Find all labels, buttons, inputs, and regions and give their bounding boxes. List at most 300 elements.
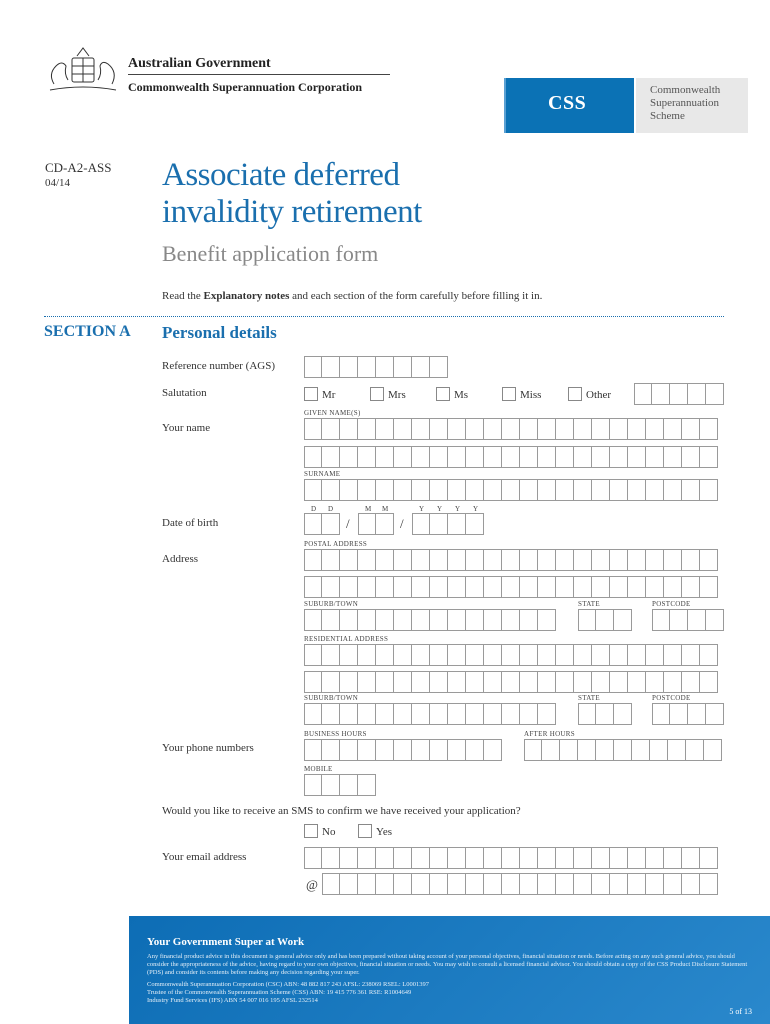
- salutation-other-input[interactable]: [634, 383, 724, 405]
- char-box[interactable]: [358, 479, 376, 501]
- char-box[interactable]: [682, 873, 700, 895]
- business-hours-input[interactable]: [304, 739, 502, 761]
- char-box[interactable]: [574, 549, 592, 571]
- char-box[interactable]: [682, 549, 700, 571]
- char-box[interactable]: [592, 479, 610, 501]
- char-box[interactable]: [646, 418, 664, 440]
- char-box[interactable]: [664, 479, 682, 501]
- char-box[interactable]: [574, 418, 592, 440]
- char-box[interactable]: [448, 703, 466, 725]
- char-box[interactable]: [700, 873, 718, 895]
- char-box[interactable]: [340, 739, 358, 761]
- char-box[interactable]: [502, 549, 520, 571]
- char-box[interactable]: [304, 847, 322, 869]
- char-box[interactable]: [578, 609, 596, 631]
- char-box[interactable]: [502, 671, 520, 693]
- char-box[interactable]: [448, 739, 466, 761]
- after-hours-input[interactable]: [524, 739, 722, 761]
- char-box[interactable]: [502, 609, 520, 631]
- dob-month-input[interactable]: [358, 513, 394, 535]
- char-box[interactable]: [466, 479, 484, 501]
- char-box[interactable]: [358, 774, 376, 796]
- char-box[interactable]: [430, 418, 448, 440]
- char-box[interactable]: [448, 513, 466, 535]
- char-box[interactable]: [322, 513, 340, 535]
- char-box[interactable]: [340, 446, 358, 468]
- char-box[interactable]: [376, 356, 394, 378]
- char-box[interactable]: [340, 479, 358, 501]
- mobile-input[interactable]: [304, 774, 376, 796]
- char-box[interactable]: [502, 576, 520, 598]
- char-box[interactable]: [466, 644, 484, 666]
- char-box[interactable]: [376, 549, 394, 571]
- char-box[interactable]: [394, 446, 412, 468]
- char-box[interactable]: [634, 383, 652, 405]
- char-box[interactable]: [394, 671, 412, 693]
- char-box[interactable]: [556, 847, 574, 869]
- char-box[interactable]: [484, 479, 502, 501]
- char-box[interactable]: [322, 356, 340, 378]
- char-box[interactable]: [556, 873, 574, 895]
- char-box[interactable]: [682, 847, 700, 869]
- char-box[interactable]: [358, 671, 376, 693]
- char-box[interactable]: [466, 549, 484, 571]
- char-box[interactable]: [304, 513, 322, 535]
- char-box[interactable]: [376, 479, 394, 501]
- char-box[interactable]: [502, 446, 520, 468]
- char-box[interactable]: [646, 847, 664, 869]
- char-box[interactable]: [610, 847, 628, 869]
- char-box[interactable]: [412, 576, 430, 598]
- char-box[interactable]: [614, 703, 632, 725]
- char-box[interactable]: [592, 418, 610, 440]
- char-box[interactable]: [448, 576, 466, 598]
- char-box[interactable]: [646, 644, 664, 666]
- surname-input[interactable]: [304, 479, 718, 501]
- char-box[interactable]: [484, 644, 502, 666]
- char-box[interactable]: [664, 847, 682, 869]
- char-box[interactable]: [646, 446, 664, 468]
- postal-address-input-1[interactable]: [304, 549, 718, 571]
- char-box[interactable]: [340, 873, 358, 895]
- char-box[interactable]: [610, 644, 628, 666]
- char-box[interactable]: [430, 549, 448, 571]
- char-box[interactable]: [664, 873, 682, 895]
- char-box[interactable]: [664, 644, 682, 666]
- char-box[interactable]: [466, 739, 484, 761]
- char-box[interactable]: [340, 549, 358, 571]
- char-box[interactable]: [394, 873, 412, 895]
- char-box[interactable]: [394, 549, 412, 571]
- char-box[interactable]: [578, 739, 596, 761]
- char-box[interactable]: [682, 671, 700, 693]
- char-box[interactable]: [614, 609, 632, 631]
- char-box[interactable]: [646, 873, 664, 895]
- char-box[interactable]: [628, 847, 646, 869]
- char-box[interactable]: [322, 703, 340, 725]
- char-box[interactable]: [628, 576, 646, 598]
- char-box[interactable]: [556, 671, 574, 693]
- char-box[interactable]: [646, 479, 664, 501]
- char-box[interactable]: [610, 576, 628, 598]
- char-box[interactable]: [628, 418, 646, 440]
- char-box[interactable]: [394, 609, 412, 631]
- char-box[interactable]: [376, 739, 394, 761]
- char-box[interactable]: [340, 644, 358, 666]
- char-box[interactable]: [430, 479, 448, 501]
- char-box[interactable]: [448, 479, 466, 501]
- salutation-mr-checkbox[interactable]: [304, 387, 318, 401]
- char-box[interactable]: [484, 418, 502, 440]
- char-box[interactable]: [610, 873, 628, 895]
- char-box[interactable]: [412, 479, 430, 501]
- char-box[interactable]: [574, 873, 592, 895]
- char-box[interactable]: [574, 446, 592, 468]
- char-box[interactable]: [682, 479, 700, 501]
- char-box[interactable]: [358, 644, 376, 666]
- residential-address-input-2[interactable]: [304, 671, 718, 693]
- char-box[interactable]: [412, 513, 430, 535]
- char-box[interactable]: [376, 609, 394, 631]
- char-box[interactable]: [700, 549, 718, 571]
- char-box[interactable]: [304, 609, 322, 631]
- char-box[interactable]: [538, 609, 556, 631]
- char-box[interactable]: [682, 576, 700, 598]
- char-box[interactable]: [448, 644, 466, 666]
- char-box[interactable]: [502, 418, 520, 440]
- char-box[interactable]: [520, 671, 538, 693]
- char-box[interactable]: [502, 479, 520, 501]
- char-box[interactable]: [430, 847, 448, 869]
- char-box[interactable]: [520, 549, 538, 571]
- reference-input[interactable]: [304, 356, 448, 378]
- char-box[interactable]: [448, 609, 466, 631]
- char-box[interactable]: [610, 671, 628, 693]
- char-box[interactable]: [652, 383, 670, 405]
- char-box[interactable]: [412, 446, 430, 468]
- char-box[interactable]: [556, 576, 574, 598]
- char-box[interactable]: [574, 644, 592, 666]
- char-box[interactable]: [652, 703, 670, 725]
- char-box[interactable]: [688, 703, 706, 725]
- residential-state-input[interactable]: [578, 703, 632, 725]
- char-box[interactable]: [574, 479, 592, 501]
- char-box[interactable]: [412, 739, 430, 761]
- char-box[interactable]: [592, 644, 610, 666]
- char-box[interactable]: [628, 873, 646, 895]
- char-box[interactable]: [538, 703, 556, 725]
- char-box[interactable]: [322, 739, 340, 761]
- char-box[interactable]: [376, 671, 394, 693]
- char-box[interactable]: [682, 446, 700, 468]
- char-box[interactable]: [304, 644, 322, 666]
- char-box[interactable]: [304, 418, 322, 440]
- char-box[interactable]: [448, 446, 466, 468]
- char-box[interactable]: [322, 418, 340, 440]
- char-box[interactable]: [358, 609, 376, 631]
- char-box[interactable]: [610, 418, 628, 440]
- char-box[interactable]: [520, 847, 538, 869]
- char-box[interactable]: [556, 418, 574, 440]
- char-box[interactable]: [412, 703, 430, 725]
- char-box[interactable]: [394, 703, 412, 725]
- char-box[interactable]: [358, 549, 376, 571]
- char-box[interactable]: [430, 671, 448, 693]
- postal-address-input-2[interactable]: [304, 576, 718, 598]
- char-box[interactable]: [628, 644, 646, 666]
- char-box[interactable]: [592, 576, 610, 598]
- char-box[interactable]: [592, 873, 610, 895]
- char-box[interactable]: [340, 703, 358, 725]
- char-box[interactable]: [538, 873, 556, 895]
- char-box[interactable]: [412, 609, 430, 631]
- char-box[interactable]: [484, 671, 502, 693]
- char-box[interactable]: [700, 847, 718, 869]
- char-box[interactable]: [394, 576, 412, 598]
- char-box[interactable]: [596, 739, 614, 761]
- char-box[interactable]: [376, 847, 394, 869]
- char-box[interactable]: [340, 609, 358, 631]
- char-box[interactable]: [628, 479, 646, 501]
- char-box[interactable]: [376, 446, 394, 468]
- char-box[interactable]: [430, 703, 448, 725]
- char-box[interactable]: [322, 873, 340, 895]
- char-box[interactable]: [664, 418, 682, 440]
- char-box[interactable]: [430, 513, 448, 535]
- char-box[interactable]: [700, 446, 718, 468]
- char-box[interactable]: [682, 418, 700, 440]
- char-box[interactable]: [322, 446, 340, 468]
- char-box[interactable]: [646, 671, 664, 693]
- char-box[interactable]: [466, 513, 484, 535]
- residential-postcode-input[interactable]: [652, 703, 724, 725]
- given-names-input-1[interactable]: [304, 418, 718, 440]
- char-box[interactable]: [520, 644, 538, 666]
- salutation-miss-checkbox[interactable]: [502, 387, 516, 401]
- email-input-2[interactable]: [322, 873, 718, 895]
- char-box[interactable]: [628, 446, 646, 468]
- char-box[interactable]: [394, 356, 412, 378]
- char-box[interactable]: [358, 418, 376, 440]
- char-box[interactable]: [670, 383, 688, 405]
- char-box[interactable]: [520, 873, 538, 895]
- char-box[interactable]: [484, 576, 502, 598]
- char-box[interactable]: [484, 739, 502, 761]
- char-box[interactable]: [538, 671, 556, 693]
- char-box[interactable]: [412, 671, 430, 693]
- char-box[interactable]: [686, 739, 704, 761]
- char-box[interactable]: [538, 549, 556, 571]
- sms-no-checkbox[interactable]: [304, 824, 318, 838]
- char-box[interactable]: [304, 671, 322, 693]
- char-box[interactable]: [376, 873, 394, 895]
- char-box[interactable]: [574, 847, 592, 869]
- char-box[interactable]: [340, 418, 358, 440]
- salutation-mrs-checkbox[interactable]: [370, 387, 384, 401]
- char-box[interactable]: [484, 549, 502, 571]
- char-box[interactable]: [304, 703, 322, 725]
- char-box[interactable]: [700, 644, 718, 666]
- char-box[interactable]: [700, 671, 718, 693]
- char-box[interactable]: [556, 446, 574, 468]
- char-box[interactable]: [484, 609, 502, 631]
- char-box[interactable]: [578, 703, 596, 725]
- char-box[interactable]: [358, 513, 376, 535]
- char-box[interactable]: [322, 774, 340, 796]
- char-box[interactable]: [538, 418, 556, 440]
- char-box[interactable]: [538, 847, 556, 869]
- char-box[interactable]: [430, 609, 448, 631]
- char-box[interactable]: [520, 703, 538, 725]
- char-box[interactable]: [466, 576, 484, 598]
- char-box[interactable]: [556, 479, 574, 501]
- char-box[interactable]: [304, 446, 322, 468]
- char-box[interactable]: [538, 446, 556, 468]
- char-box[interactable]: [574, 671, 592, 693]
- char-box[interactable]: [520, 576, 538, 598]
- char-box[interactable]: [682, 644, 700, 666]
- char-box[interactable]: [614, 739, 632, 761]
- char-box[interactable]: [448, 418, 466, 440]
- char-box[interactable]: [304, 774, 322, 796]
- char-box[interactable]: [430, 356, 448, 378]
- char-box[interactable]: [430, 446, 448, 468]
- char-box[interactable]: [556, 644, 574, 666]
- char-box[interactable]: [560, 739, 578, 761]
- char-box[interactable]: [664, 671, 682, 693]
- char-box[interactable]: [412, 418, 430, 440]
- char-box[interactable]: [628, 549, 646, 571]
- char-box[interactable]: [556, 549, 574, 571]
- dob-year-input[interactable]: [412, 513, 484, 535]
- sms-yes-checkbox[interactable]: [358, 824, 372, 838]
- char-box[interactable]: [412, 356, 430, 378]
- char-box[interactable]: [592, 549, 610, 571]
- residential-suburb-input[interactable]: [304, 703, 556, 725]
- char-box[interactable]: [466, 671, 484, 693]
- char-box[interactable]: [412, 644, 430, 666]
- char-box[interactable]: [538, 479, 556, 501]
- char-box[interactable]: [574, 576, 592, 598]
- char-box[interactable]: [322, 609, 340, 631]
- char-box[interactable]: [592, 847, 610, 869]
- char-box[interactable]: [394, 479, 412, 501]
- dob-day-input[interactable]: [304, 513, 340, 535]
- char-box[interactable]: [340, 356, 358, 378]
- char-box[interactable]: [304, 356, 322, 378]
- char-box[interactable]: [430, 739, 448, 761]
- char-box[interactable]: [596, 703, 614, 725]
- char-box[interactable]: [646, 576, 664, 598]
- char-box[interactable]: [466, 847, 484, 869]
- char-box[interactable]: [466, 418, 484, 440]
- char-box[interactable]: [542, 739, 560, 761]
- char-box[interactable]: [688, 383, 706, 405]
- char-box[interactable]: [652, 609, 670, 631]
- char-box[interactable]: [322, 479, 340, 501]
- char-box[interactable]: [664, 576, 682, 598]
- char-box[interactable]: [322, 644, 340, 666]
- char-box[interactable]: [484, 873, 502, 895]
- char-box[interactable]: [700, 479, 718, 501]
- char-box[interactable]: [304, 576, 322, 598]
- char-box[interactable]: [340, 671, 358, 693]
- char-box[interactable]: [412, 549, 430, 571]
- char-box[interactable]: [520, 446, 538, 468]
- char-box[interactable]: [706, 383, 724, 405]
- char-box[interactable]: [430, 873, 448, 895]
- char-box[interactable]: [706, 609, 724, 631]
- given-names-input-2[interactable]: [304, 446, 718, 468]
- char-box[interactable]: [412, 873, 430, 895]
- char-box[interactable]: [322, 671, 340, 693]
- postal-suburb-input[interactable]: [304, 609, 556, 631]
- char-box[interactable]: [322, 847, 340, 869]
- char-box[interactable]: [592, 671, 610, 693]
- char-box[interactable]: [484, 446, 502, 468]
- email-input-1[interactable]: [304, 847, 718, 869]
- residential-address-input-1[interactable]: [304, 644, 718, 666]
- char-box[interactable]: [632, 739, 650, 761]
- char-box[interactable]: [700, 418, 718, 440]
- char-box[interactable]: [448, 549, 466, 571]
- char-box[interactable]: [670, 609, 688, 631]
- char-box[interactable]: [664, 549, 682, 571]
- char-box[interactable]: [466, 446, 484, 468]
- char-box[interactable]: [448, 671, 466, 693]
- char-box[interactable]: [466, 609, 484, 631]
- char-box[interactable]: [520, 479, 538, 501]
- char-box[interactable]: [664, 446, 682, 468]
- salutation-ms-checkbox[interactable]: [436, 387, 450, 401]
- char-box[interactable]: [376, 576, 394, 598]
- char-box[interactable]: [322, 549, 340, 571]
- char-box[interactable]: [610, 479, 628, 501]
- char-box[interactable]: [524, 739, 542, 761]
- char-box[interactable]: [628, 671, 646, 693]
- char-box[interactable]: [358, 576, 376, 598]
- postal-postcode-input[interactable]: [652, 609, 724, 631]
- char-box[interactable]: [304, 739, 322, 761]
- char-box[interactable]: [376, 418, 394, 440]
- char-box[interactable]: [448, 873, 466, 895]
- char-box[interactable]: [466, 873, 484, 895]
- char-box[interactable]: [670, 703, 688, 725]
- char-box[interactable]: [340, 774, 358, 796]
- char-box[interactable]: [610, 446, 628, 468]
- char-box[interactable]: [502, 873, 520, 895]
- char-box[interactable]: [520, 418, 538, 440]
- char-box[interactable]: [358, 703, 376, 725]
- char-box[interactable]: [538, 576, 556, 598]
- char-box[interactable]: [484, 703, 502, 725]
- char-box[interactable]: [706, 703, 724, 725]
- postal-state-input[interactable]: [578, 609, 632, 631]
- char-box[interactable]: [394, 739, 412, 761]
- char-box[interactable]: [646, 549, 664, 571]
- char-box[interactable]: [340, 576, 358, 598]
- char-box[interactable]: [394, 418, 412, 440]
- char-box[interactable]: [358, 446, 376, 468]
- char-box[interactable]: [650, 739, 668, 761]
- char-box[interactable]: [430, 576, 448, 598]
- char-box[interactable]: [704, 739, 722, 761]
- char-box[interactable]: [466, 703, 484, 725]
- char-box[interactable]: [688, 609, 706, 631]
- char-box[interactable]: [538, 644, 556, 666]
- char-box[interactable]: [358, 356, 376, 378]
- char-box[interactable]: [358, 847, 376, 869]
